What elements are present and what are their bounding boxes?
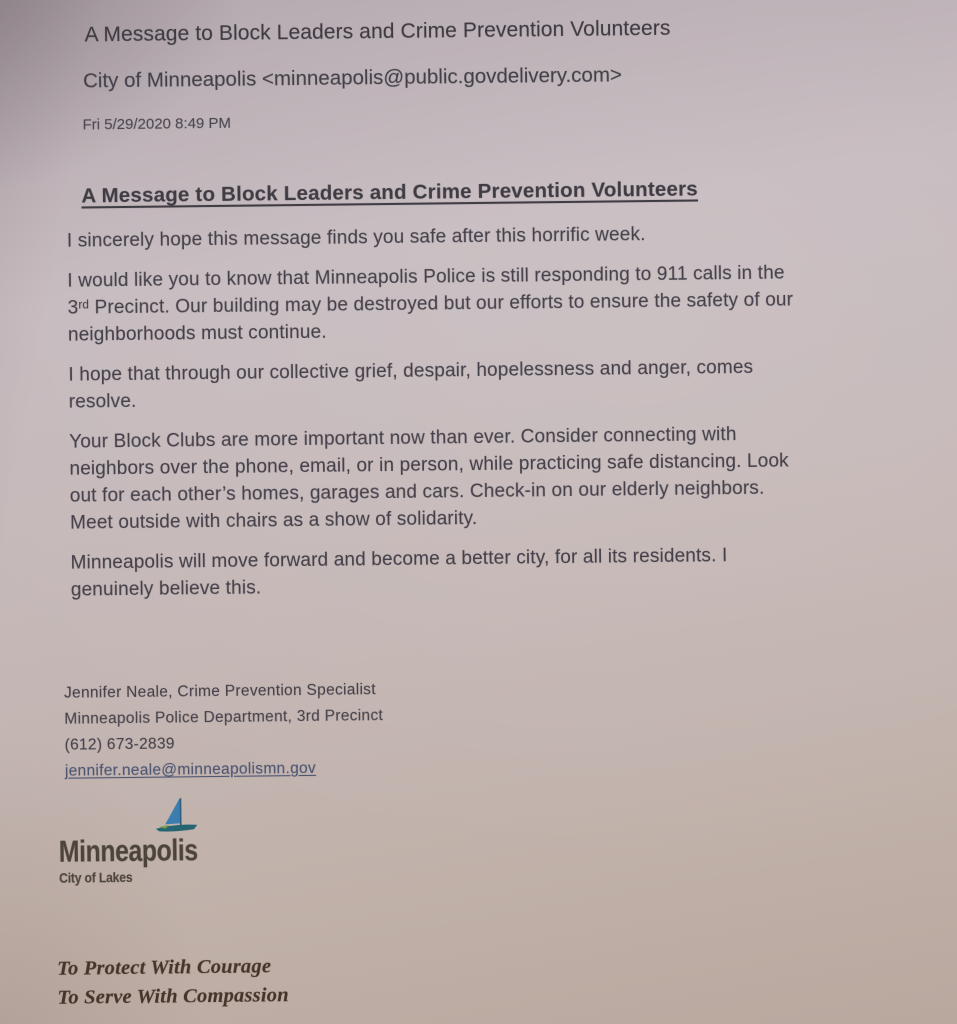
motto-line-2: To Serve With Compassion bbox=[57, 983, 289, 1009]
paragraph-2-text-cont: Precinct. Our building may be destroyed but our efforts to ensure the safety of our neighborhoods must continue. bbox=[67, 289, 794, 346]
ordinal-superscript: rd bbox=[78, 298, 90, 312]
body-paragraph-5: Minneapolis will move forward and become a better city, for all its residents. I genuinely believe this. bbox=[70, 545, 728, 601]
signature-department: Minneapolis Police Department, 3rd Precinct bbox=[64, 707, 384, 728]
message-body bbox=[67, 218, 941, 617]
email-subject: A Message to Block Leaders and Crime Prevention Volunteers bbox=[84, 16, 671, 47]
body-paragraph-3: I hope that through our collective grief, despair, hopelessness and anger, comes resolve. bbox=[68, 356, 754, 413]
body-paragraph-4: Your Block Clubs are more important now than ever. Consider connecting with neighbors over the phone, email, or in person, while practicing safe distancing. Look out for each other’s homes, garages and cars. Check-in on our elderly neighbors. Meet outside with chairs as a show of solidarity. bbox=[69, 424, 789, 534]
sailboat-icon bbox=[150, 796, 202, 837]
body-paragraph-2 bbox=[67, 258, 938, 349]
minneapolis-logo bbox=[58, 795, 279, 885]
signature-block bbox=[64, 677, 384, 785]
logo-tagline: City of Lakes bbox=[59, 869, 133, 886]
police-motto bbox=[57, 952, 289, 1012]
email-date: Fri 5/29/2020 8:49 PM bbox=[82, 114, 232, 134]
message-title: A Message to Block Leaders and Crime Prevention Volunteers bbox=[81, 177, 699, 208]
signature-phone: (612) 673-2839 bbox=[64, 735, 175, 754]
logo-wordmark: Minneapolis bbox=[58, 832, 198, 869]
email-from-address: City of Minneapolis <minneapolis@public.govdelivery.com> bbox=[82, 63, 623, 93]
signature-name: Jennifer Neale, Crime Prevention Specialist bbox=[63, 681, 376, 702]
motto-line-1: To Protect With Courage bbox=[57, 955, 272, 980]
body-paragraph-1: I sincerely hope this message finds you safe after this horrific week. bbox=[66, 224, 646, 252]
signature-email-link: jennifer.neale@minneapolismn.gov bbox=[64, 759, 317, 780]
paragraph-2-text: I would like you to know that Minneapolis Police is still responding to 911 calls in the 3 bbox=[67, 262, 785, 319]
